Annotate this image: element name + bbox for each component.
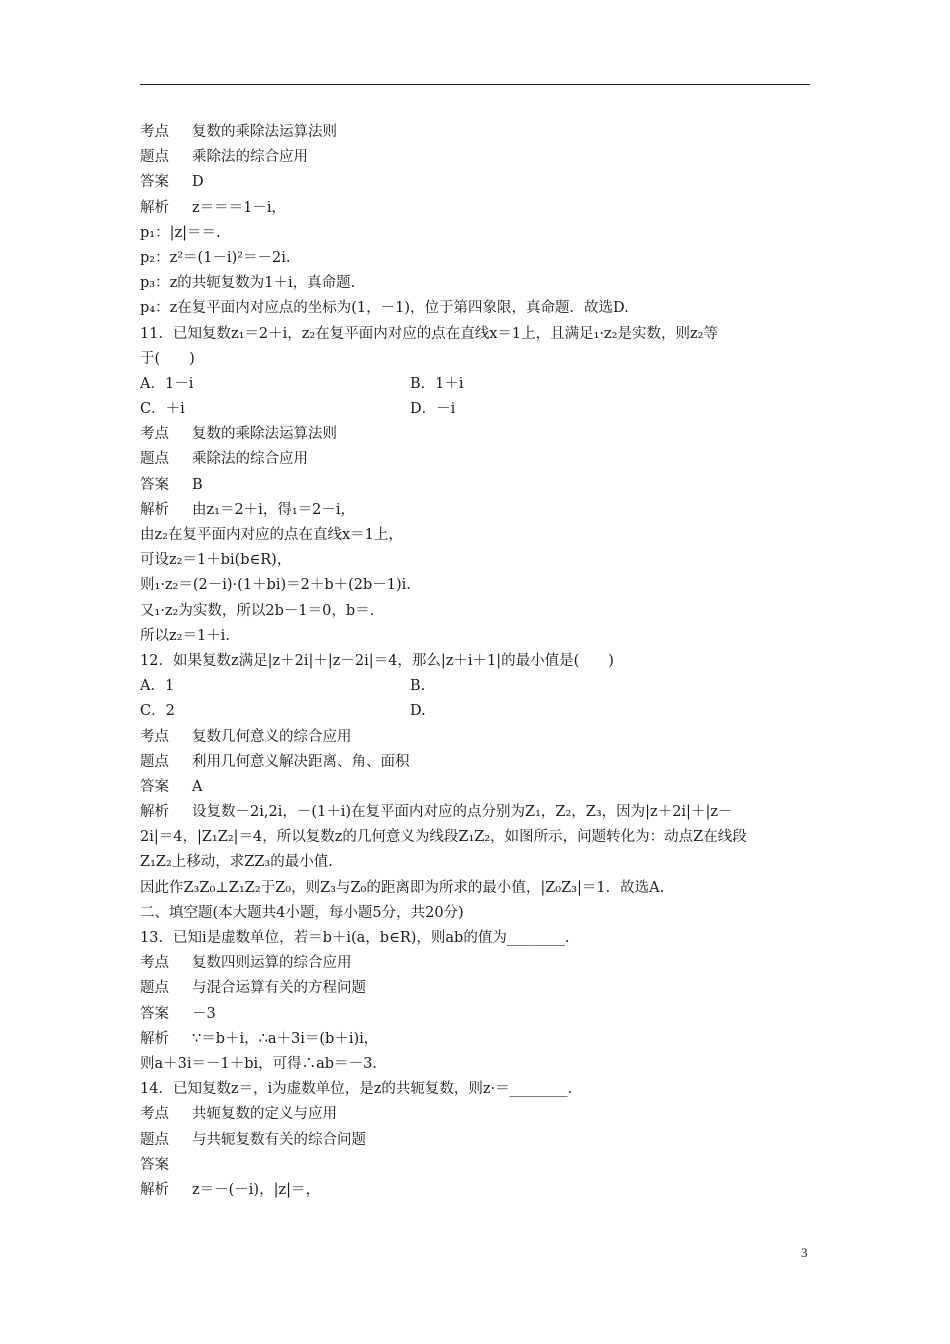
line-text: p₃：z的共轭复数为1＋i，真命题. — [140, 275, 356, 292]
line-text: 则a＋3i＝－1＋bi，可得∴ab＝－3. — [140, 1055, 377, 1072]
line-text: C．2 — [140, 703, 175, 720]
line-label: 解析 — [140, 1030, 169, 1047]
line-text: p₄：z在复平面内对应点的坐标为(1，－1)，位于第四象限，真命题．故选D. — [140, 300, 629, 317]
line-text: p₂：z²＝(1－i)²＝－2i. — [140, 249, 291, 266]
line-text: 又₁·z₂为实数，所以2b－1＝0，b＝. — [140, 602, 375, 619]
text-line — [140, 498, 820, 523]
line-text: 与共轭复数有关的综合问题 — [192, 1131, 366, 1148]
text-line — [140, 674, 820, 699]
line-text: 2i|＝4，|Z₁Z₂|＝4，所以复数z的几何意义为线段Z₁Z₂，如图所示，问题转化为：动点Z在线段 — [140, 829, 747, 846]
line-label: 题点 — [140, 753, 169, 770]
option-text: B. — [410, 678, 426, 695]
text-line — [140, 1002, 820, 1027]
line-text: 利用几何意义解决距离、角、面积 — [192, 753, 410, 770]
line-text: 复数几何意义的综合应用 — [192, 728, 352, 745]
text-line — [140, 699, 820, 724]
line-text: D — [192, 174, 204, 191]
line-text: A．1 — [140, 678, 175, 695]
line-label: 题点 — [140, 1131, 169, 1148]
line-text: 于( ) — [140, 350, 195, 367]
text-line — [140, 120, 820, 145]
text-line — [140, 725, 820, 750]
line-label: 题点 — [140, 149, 169, 166]
line-text: z＝－(－i)，|z|＝， — [192, 1181, 321, 1198]
option-text: D. — [410, 703, 426, 720]
text-line — [140, 397, 820, 422]
text-line — [140, 1153, 820, 1178]
line-text: 可设z₂＝1＋bi(b∈R)， — [140, 552, 292, 569]
text-line — [140, 246, 820, 271]
line-label: 考点 — [140, 1106, 169, 1123]
line-label: 考点 — [140, 728, 169, 745]
text-line — [140, 624, 820, 649]
text-line — [140, 221, 820, 246]
line-label: 解析 — [140, 501, 169, 518]
line-text: 13．已知i是虚数单位，若＝b＋i(a，b∈R)，则ab的值为________. — [140, 930, 570, 946]
line-text: ∵＝b＋i，∴a＋3i＝(b＋i)i， — [192, 1030, 379, 1047]
text-line — [140, 800, 820, 825]
line-text: 11．已知复数z₁＝2＋i，z₂在复平面内对应的点在直线x＝1上，且满足₁·z₂是实数，则z₂等 — [140, 325, 718, 342]
text-line — [140, 951, 820, 976]
text-line — [140, 372, 820, 397]
line-text: 12．如果复数z满足|z＋2i|＋|z－2i|＝4，那么|z＋i＋1|的最小值是( ) — [140, 652, 614, 669]
text-line — [140, 901, 820, 926]
line-text: 复数的乘除法运算法则 — [192, 124, 337, 140]
line-text: p₁：|z|＝＝. — [140, 224, 221, 241]
line-text: 因此作Z₃Z₀⊥Z₁Z₂于Z₀，则Z₃与Z₀的距离即为所求的最小值，|Z₀Z₃|＝1．故选A. — [140, 879, 665, 896]
line-text: 二、填空题(本大题共4小题，每小题5分，共20分) — [140, 904, 464, 921]
text-line — [140, 775, 820, 800]
text-line — [140, 322, 820, 347]
line-label: 答案 — [140, 1156, 169, 1173]
line-text: 由z₁＝2＋i，得₁＝2－i， — [192, 501, 355, 518]
line-text: 设复数－2i,2i，－(1＋i)在复平面内对应的点分别为Z₁，Z₂，Z₃，因为|z＋2i|＋|z－ — [192, 804, 733, 821]
line-label: 答案 — [140, 476, 169, 493]
page-number: 3 — [801, 1245, 808, 1260]
text-line — [140, 447, 820, 472]
option-text: D．－i — [410, 401, 456, 418]
line-label: 答案 — [140, 1005, 169, 1022]
line-text: Z₁Z₂上移动，求ZZ₃的最小值. — [140, 854, 333, 871]
line-text: 复数的乘除法运算法则 — [192, 426, 337, 443]
text-line — [140, 145, 820, 170]
line-text: 共轭复数的定义与应用 — [192, 1106, 337, 1123]
line-text: 则₁·z₂＝(2－i)·(1＋bi)＝2＋b＋(2b－1)i. — [140, 577, 411, 594]
line-label: 考点 — [140, 426, 169, 443]
line-label: 解析 — [140, 199, 169, 216]
line-text: 乘除法的综合应用 — [192, 451, 308, 468]
line-text: 乘除法的综合应用 — [192, 149, 308, 166]
text-line — [140, 926, 820, 951]
line-label: 答案 — [140, 778, 169, 795]
line-label: 题点 — [140, 451, 169, 468]
text-line — [140, 196, 820, 221]
text-line — [140, 422, 820, 447]
line-label: 解析 — [140, 1181, 169, 1198]
line-label: 答案 — [140, 174, 169, 191]
text-line — [140, 825, 820, 850]
text-line — [140, 876, 820, 901]
text-line — [140, 548, 820, 573]
text-line — [140, 296, 820, 321]
line-label: 解析 — [140, 804, 169, 821]
option-text: B．1＋i — [410, 375, 464, 392]
text-line — [140, 573, 820, 598]
text-line — [140, 1178, 820, 1203]
line-label: 题点 — [140, 980, 169, 997]
text-line — [140, 1128, 820, 1153]
document-body — [140, 120, 820, 1203]
line-text: A — [192, 778, 203, 795]
line-text: －3 — [192, 1005, 216, 1022]
text-line — [140, 649, 820, 674]
line-text: C．＋i — [140, 401, 185, 418]
line-text: A．1－i — [140, 375, 194, 392]
text-line — [140, 850, 820, 875]
line-text: B — [192, 476, 203, 493]
line-text: z＝＝＝1－i， — [192, 199, 287, 216]
text-line — [140, 599, 820, 624]
line-text: 与混合运算有关的方程问题 — [192, 980, 366, 997]
text-line — [140, 347, 820, 372]
line-text: 14．已知复数z＝，i为虚数单位，是z的共轭复数，则z·＝________. — [140, 1081, 573, 1098]
text-line — [140, 473, 820, 498]
text-line — [140, 271, 820, 296]
text-line — [140, 750, 820, 775]
line-label: 考点 — [140, 955, 169, 972]
text-line — [140, 1102, 820, 1127]
line-label: 考点 — [140, 124, 169, 140]
text-line — [140, 1052, 820, 1077]
header-rule — [140, 84, 810, 85]
text-line — [140, 976, 820, 1001]
text-line — [140, 523, 820, 548]
text-line — [140, 170, 820, 195]
text-line — [140, 1027, 820, 1052]
line-text: 所以z₂＝1＋i. — [140, 627, 230, 644]
text-line — [140, 1077, 820, 1102]
line-text: 由z₂在复平面内对应的点在直线x＝1上， — [140, 527, 403, 543]
line-text: 复数四则运算的综合应用 — [192, 955, 352, 972]
